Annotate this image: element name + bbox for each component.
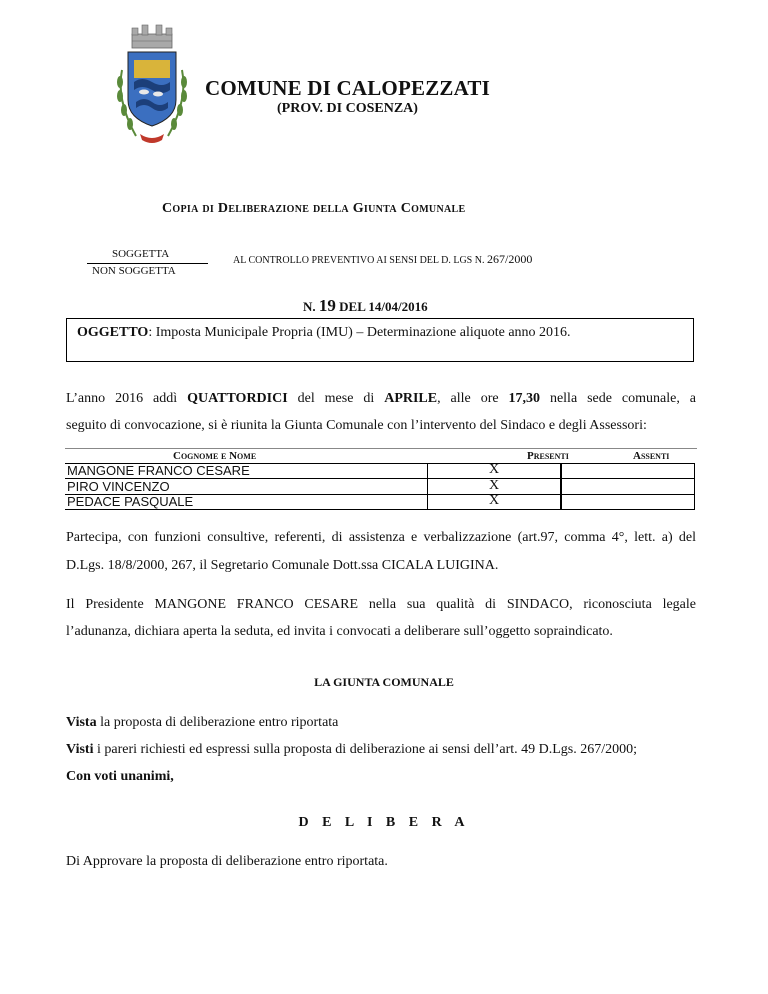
intro-text-c: , alle ore <box>437 391 509 406</box>
comune-title: COMUNE DI CALOPEZZATI <box>205 76 491 100</box>
intro-text-a: L’anno 2016 addì <box>66 391 188 406</box>
controllo-note <box>233 252 532 267</box>
partecipa-line-2: D.Lgs. 18/8/2000, 267, il Segretario Comunale Dott.ssa CICALA LUIGINA. <box>66 558 499 573</box>
intro-line-2: seguito di convocazione, si è riunita la Giunta Comunale con l’intervento del Sindaco e degli Assessori: <box>66 418 647 433</box>
fraction-line <box>87 263 208 264</box>
controllo-law-number: 267/2000 <box>486 252 533 266</box>
header-nome: Cognome e Nome <box>173 450 257 462</box>
approva-line: Di Approvare la proposta di deliberazione entro riportata. <box>66 854 388 869</box>
soggetta-label: SOGGETTA <box>112 248 170 260</box>
table-header <box>65 448 697 463</box>
number-date: DEL 14/04/2016 <box>339 299 428 314</box>
table-row-presente: X <box>488 493 500 508</box>
attendance-table <box>65 448 697 510</box>
table-row-name: MANGONE FRANCO CESARE <box>67 463 250 478</box>
document-title: Copia di Deliberazione della Giunta Comunale <box>162 201 466 216</box>
visti-text: i pareri richiesti ed espressi sulla proposta di deliberazione ai sensi dell’art. 49 D.Lgs. 267/2000; <box>93 742 638 757</box>
number-prefix: N. <box>303 299 316 314</box>
table-body <box>65 463 697 510</box>
presidente-line-2: l’adunanza, dichiara aperta la seduta, ed invita i convocati a deliberare sull’oggetto sopraindicato. <box>66 624 613 639</box>
vista-line <box>66 715 338 731</box>
non-soggetta-label: NON SOGGETTA <box>92 265 176 277</box>
vista-text: la proposta di deliberazione entro riportata <box>96 715 339 730</box>
intro-text-d: nella sede comunale, a <box>540 391 696 406</box>
intro-day: QUATTORDICI <box>187 391 288 406</box>
controllo-text: AL CONTROLLO PREVENTIVO AI SENSI DEL D. LGS N. <box>233 255 485 266</box>
partecipa-line-1: Partecipa, con funzioni consultive, referenti, di assistenza e verbalizzazione (art.97, comma 4°, lett. a) del <box>66 530 696 545</box>
oggetto-box <box>66 318 694 362</box>
table-row-name: PIRO VINCENZO <box>67 479 170 494</box>
provincia-subtitle: (PROV. DI COSENZA) <box>277 101 418 116</box>
table-row-presente: X <box>488 462 500 477</box>
intro-text-b: del mese di <box>287 391 385 406</box>
table-row-name: PEDACE PASQUALE <box>67 494 194 509</box>
delibera-heading: D E L I B E R A <box>298 815 470 830</box>
intro-line-1 <box>66 391 696 407</box>
table-row-presente: X <box>488 478 500 493</box>
presidente-line-1: Il Presidente MANGONE FRANCO CESARE nella sua qualità di SINDACO, riconosciuta legale <box>66 597 696 612</box>
intro-month: APRILE <box>384 391 438 406</box>
vista-bold: Vista <box>66 715 97 730</box>
crown-icon <box>132 25 172 48</box>
header-presenti: Presenti <box>527 450 569 462</box>
header-assenti: Assenti <box>633 450 670 462</box>
deliberation-number <box>303 296 428 316</box>
oggetto-text: : Imposta Municipale Propria (IMU) – Determinazione aliquote anno 2016. <box>148 325 571 340</box>
intro-hour: 17,30 <box>508 391 541 406</box>
voti-line: Con voti unanimi, <box>66 769 174 784</box>
visti-bold: Visti <box>66 742 94 757</box>
visti-line <box>66 742 637 758</box>
oggetto-label: OGGETTO <box>77 325 149 340</box>
municipal-crest-emblem <box>112 20 192 148</box>
number-value: 19 <box>318 296 336 315</box>
giunta-heading: LA GIUNTA COMUNALE <box>314 675 454 689</box>
shield-icon <box>128 52 176 126</box>
